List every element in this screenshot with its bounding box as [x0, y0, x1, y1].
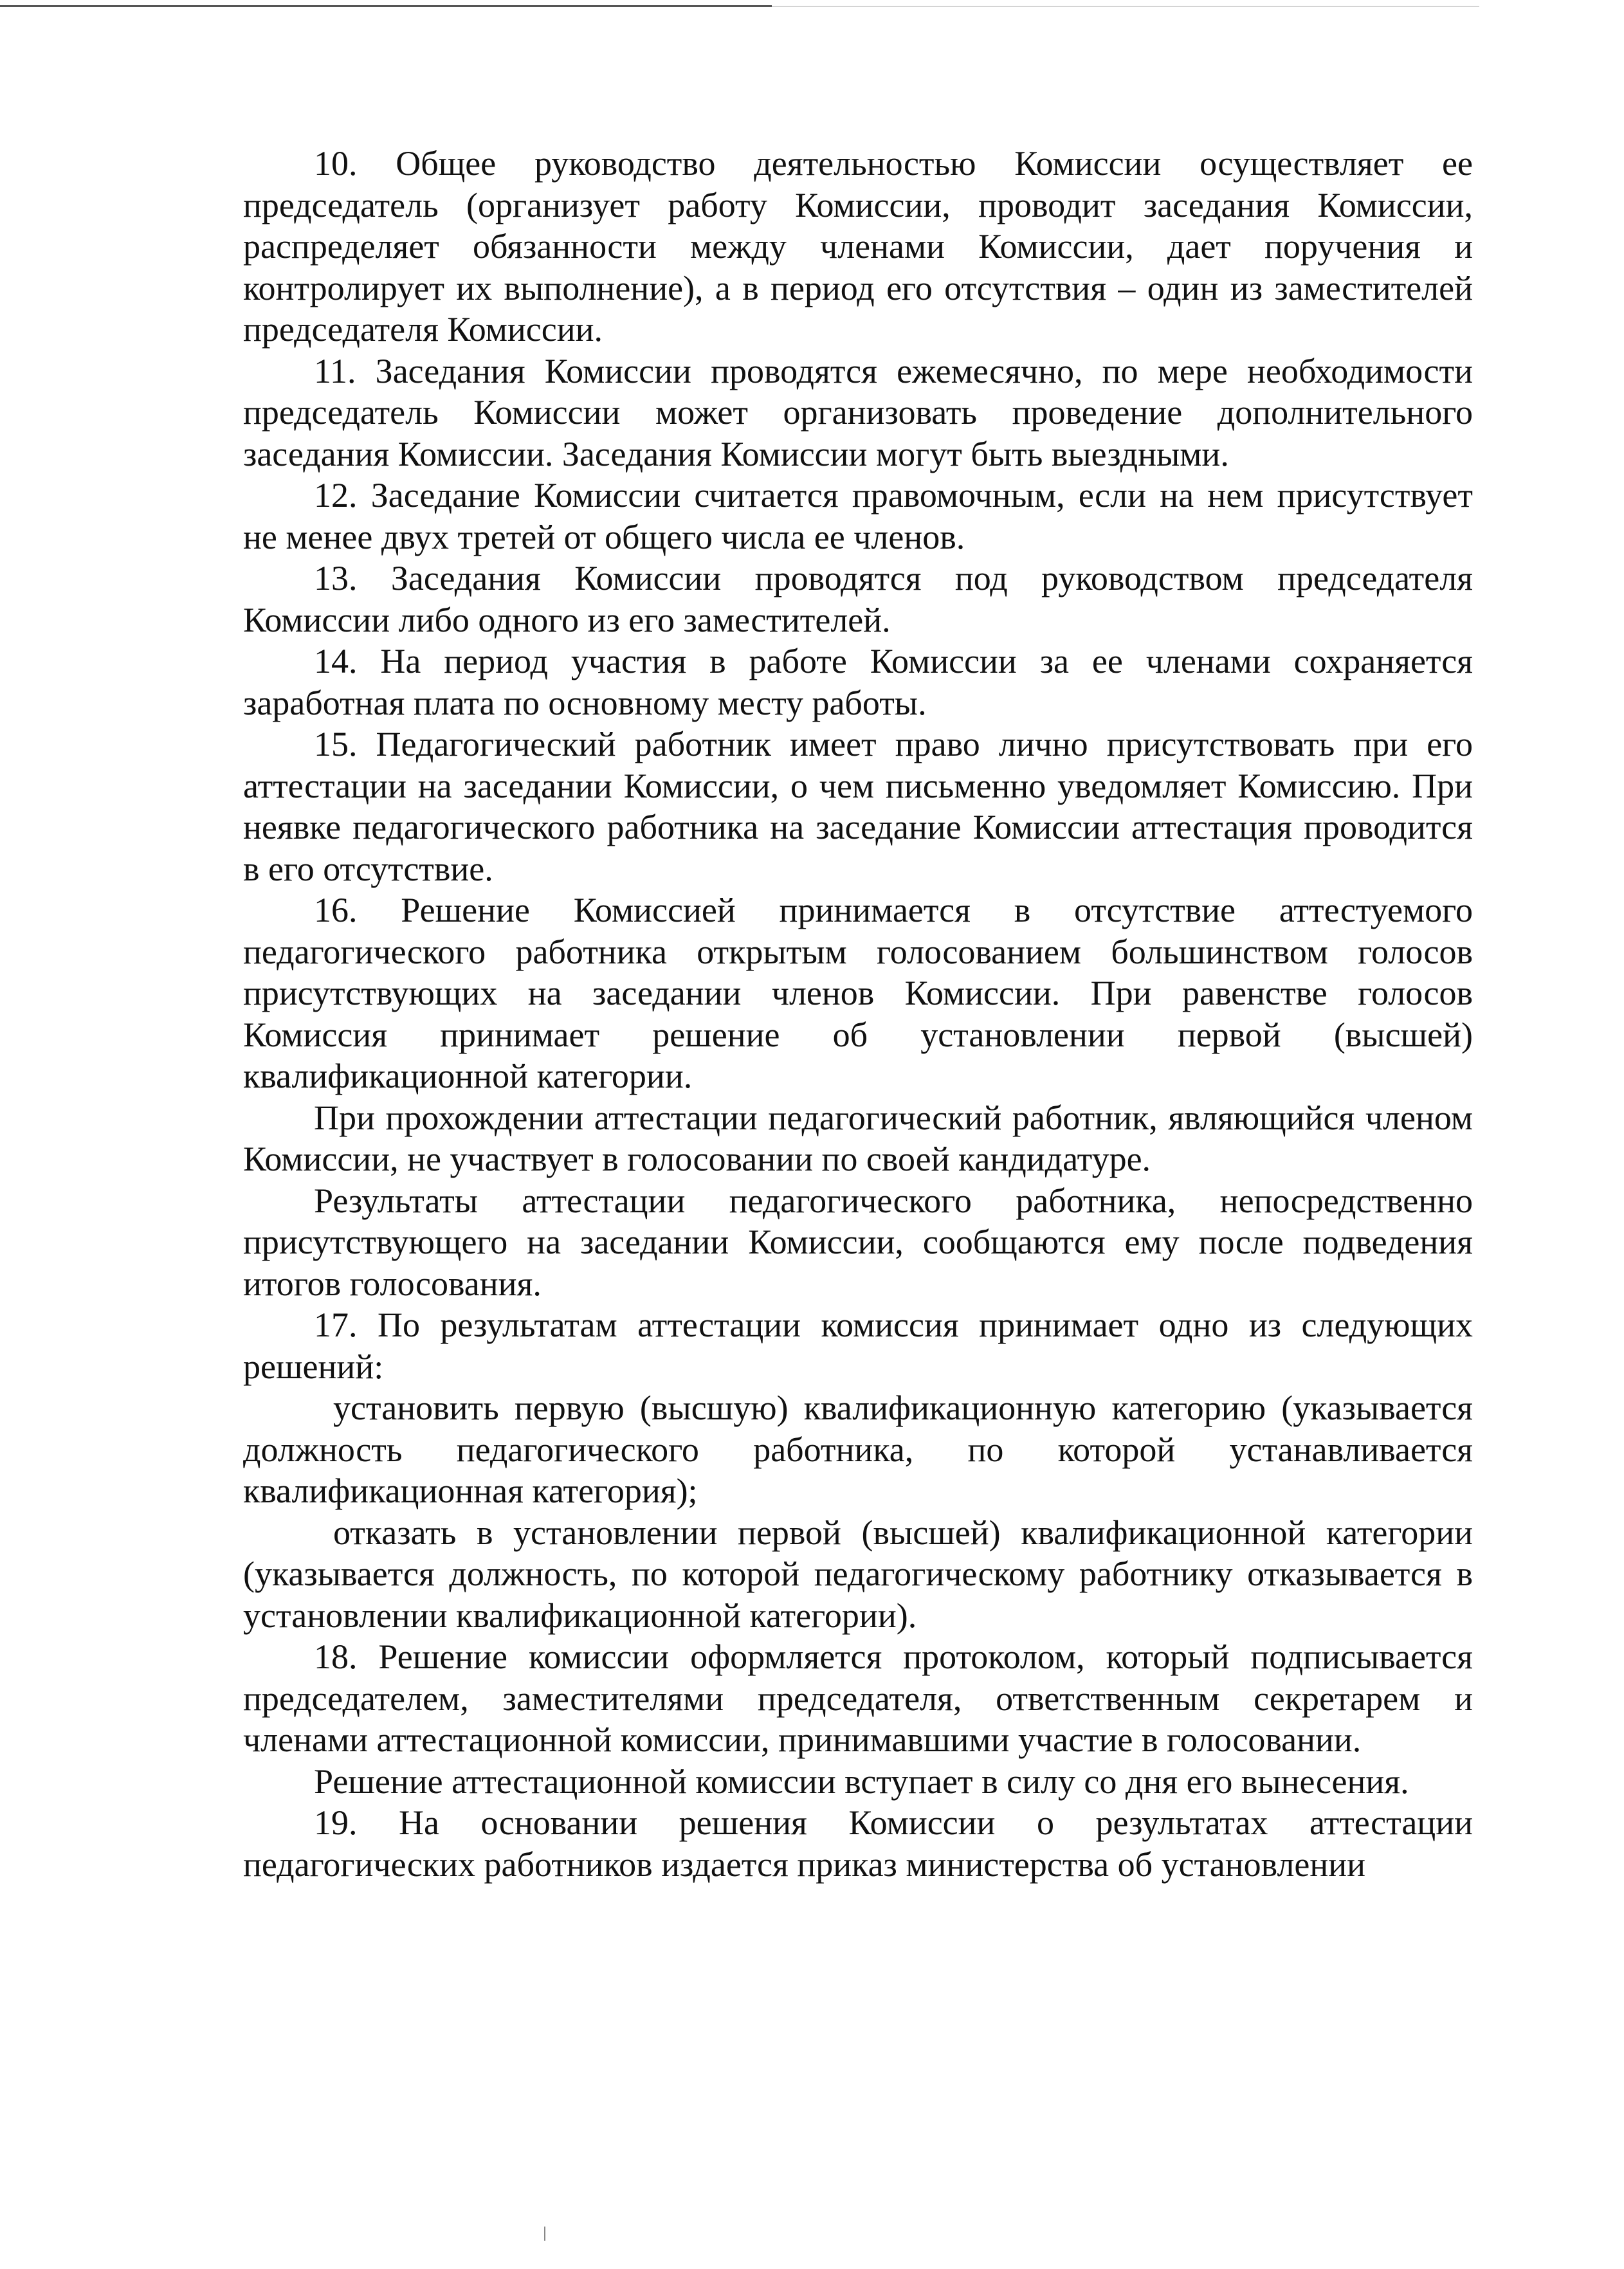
paragraph-12: 12. Заседание Комиссии считается правомочным, если на нем присутствует не менее двух третей от общего числа ее членов. — [243, 476, 1473, 556]
paragraph-11: 11. Заседания Комиссии проводятся ежемесячно, по мере необходимости председатель Комиссии может организовать проведение дополнительного заседания Комиссии. Заседания Комиссии могут быть выездными. — [243, 351, 1473, 473]
paragraph-13: 13. Заседания Комиссии проводятся под руководством председателя Комиссии либо одного из его заместителей. — [243, 559, 1473, 639]
paragraph-16-results-note: Результаты аттестации педагогического работника, непосредственно присутствующего на заседании Комиссии, сообщаются ему после подведения итогов голосования. — [243, 1181, 1473, 1303]
decision-option-establish: установить первую (высшую) квалификационную категорию (указывается должность педагогического работника, по которой устанавливается квалификационная категория); — [243, 1389, 1473, 1510]
paragraph-16-member-note: При прохождении аттестации педагогический работник, являющийся членом Комиссии, не участвует в голосовании по своей кандидатуре. — [243, 1098, 1473, 1178]
top-edge-rule-faint — [772, 6, 1479, 7]
paragraph-15: 15. Педагогический работник имеет право лично присутствовать при его аттестации на заседании Комиссии, о чем письменно уведомляет Комиссию. При неявке педагогического работника на заседание Комиссии аттестация проводится в его отсутствие. — [243, 725, 1473, 888]
paragraph-16: 16. Решение Комиссией принимается в отсутствие аттестуемого педагогического работника открытым голосованием большинством голосов присутствующих на заседании членов Комиссии. При равенстве голосов Комиссия принимает решение об установлении первой (высшей) квалификационной категории. — [243, 891, 1473, 1095]
document-body — [243, 143, 1473, 1885]
paragraph-19: 19. На основании решения Комиссии о результатах аттестации педагогических работников издается приказ министерства об установлении — [243, 1803, 1473, 1884]
paragraph-18-effect-note: Решение аттестационной комиссии вступает в силу со дня его вынесения. — [314, 1762, 1409, 1801]
paragraph-10: 10. Общее руководство деятельностью Комиссии осуществляет ее председатель (организует работу Комиссии, проводит заседания Комиссии, распределяет обязанности между членами Комиссии, дает поручения и контролирует их выполнение), а в период его отсутствия – один из заместителей председателя Комиссии. — [243, 144, 1473, 349]
top-edge-rule — [0, 5, 772, 7]
paragraph-17: 17. По результатам аттестации комиссия принимает одно из следующих решений: — [243, 1306, 1473, 1386]
paragraph-14: 14. На период участия в работе Комиссии за ее членами сохраняется заработная плата по основному месту работы. — [243, 642, 1473, 722]
decision-option-refuse: отказать в установлении первой (высшей) квалификационной категории (указывается должность, по которой педагогическому работнику отказывается в установлении квалификационной категории). — [243, 1513, 1473, 1635]
paragraph-18: 18. Решение комиссии оформляется протоколом, который подписывается председателем, заместителями председателя, ответственным секретарем и членами аттестационной комиссии, принимавшими участие в голосовании. — [243, 1637, 1473, 1759]
scan-mark — [544, 2227, 545, 2241]
